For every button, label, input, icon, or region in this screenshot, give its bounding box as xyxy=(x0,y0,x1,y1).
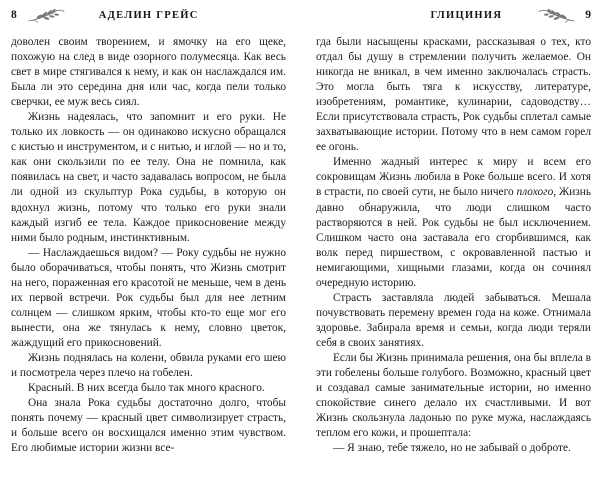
paragraph: — Наслаждаешься видом? — Року судьбы не нужно было оборачиваться, чтобы понять, что Жизнь смотрит на него, пораженная его красотой не меньше, чем в день их первой встречи. Рок судьбы был для нее летним солнцем — слишком ярким, чтобы кто-то еще мог его вынести, она же тянулась к нему, словно цветок, жаждущий его прикосновений. xyxy=(11,246,286,349)
left-page-body xyxy=(11,35,286,456)
right-running-head xyxy=(316,6,591,26)
paragraph: доволен своим творением, и ямочку на его щеке, похожую на след в виде озорного полумесяца. Как весь свет в мире стягивался к нему, и как он наслаждался им. Была ли это середина дня или час, когда пели только сверчки, ее муж весь сиял. xyxy=(11,36,286,109)
paragraph: Жизнь надеялась, что запомнит и его руки. Не только их ловкость — он одинаково искусно обращался с кистью и инструментом, и с нитью, и иглой — но и то, как они скользили по ее телу. Она не помнила, как появилась на свет, и часто задавалась вопросом, не была ли одной из скульптур Рока судьбы, в которую он вдохнул жизнь, потому что только его руки знали каждый изгиб ее тела. Каждое прикосновение между ними было родным, инстинктивным. xyxy=(11,111,286,244)
paragraph xyxy=(316,155,591,290)
paragraph: гда были насыщены красками, рассказывая о тех, кто отдал бы душу в стремлении получить желаемое. Он никогда не вникал, в чем именно заключалась страсть. Это могла быть тяга к искусству, литературе, изобретениям, романтике, кулинарии, садоводству… Если присутствовала страсть, Рок судьбы сплетал самые захватывающие истории. Потому что в нем самом горел ее огонь. xyxy=(316,36,591,154)
paragraph-text-before-italic: Именно жадный интерес к миру и всем его сокровищам Жизнь любила в Роке больше всего. И хотя в страсти, по своей сути, не было ничего xyxy=(316,156,591,199)
paragraph: Страсть заставляла людей забываться. Мешала почувствовать перемену времен года на коже. Отнимала здоровье. Забирала время и семьи, когда люди теряли себя в своих занятиях. xyxy=(316,291,591,349)
paragraph: Она знала Рока судьбы достаточно долго, чтобы понять почему — красный цвет символизирует страсть, и больше всего он восхищался именно этим чувством. Его любимые истории жизни все- xyxy=(11,397,286,455)
right-page-body xyxy=(316,35,591,456)
page-number-right: 9 xyxy=(585,9,591,22)
emphasis-word: плохого xyxy=(516,186,554,199)
page-number-left: 8 xyxy=(11,9,17,22)
leaf-sprig-ornament xyxy=(538,7,576,25)
paragraph: Красный. В них всегда было так много красного. xyxy=(28,382,265,395)
paragraph: Жизнь поднялась на колени, обвила руками его шею и посмотрела через плечо на гобелен. xyxy=(11,351,286,380)
right-page xyxy=(300,0,600,485)
paragraph: — Я знаю, тебе тяжело, но не забывай о доброте. xyxy=(333,442,571,455)
paragraph: Если бы Жизнь принимала решения, она бы вплела в эти гобелены больше голубого. Возможно, красный цвет и создавал самые занимательные истории, но именно спокойствие синего делало их счастливыми. И вот Жизнь скользнула ладонью по руке мужа, наслаждаясь теплом его кожи, и прошептала: xyxy=(316,351,591,440)
paragraph-text-after-italic: , Жизнь давно обнаружила, что люди слишком часто растворяются в ней. Рок судьбы не был исключением. Слишком часто она заставала его сгорбившимся, как волк перед пиршеством, с окровавленной пастью и немигающими, хищными глазами, когда он сочинял очередную историю. xyxy=(316,186,591,289)
left-running-head xyxy=(11,6,286,26)
running-title-left: АДЕЛИН ГРЕЙС xyxy=(98,9,199,21)
running-title-right: ГЛИЦИНИЯ xyxy=(430,9,503,21)
leaf-sprig-ornament xyxy=(27,7,65,25)
